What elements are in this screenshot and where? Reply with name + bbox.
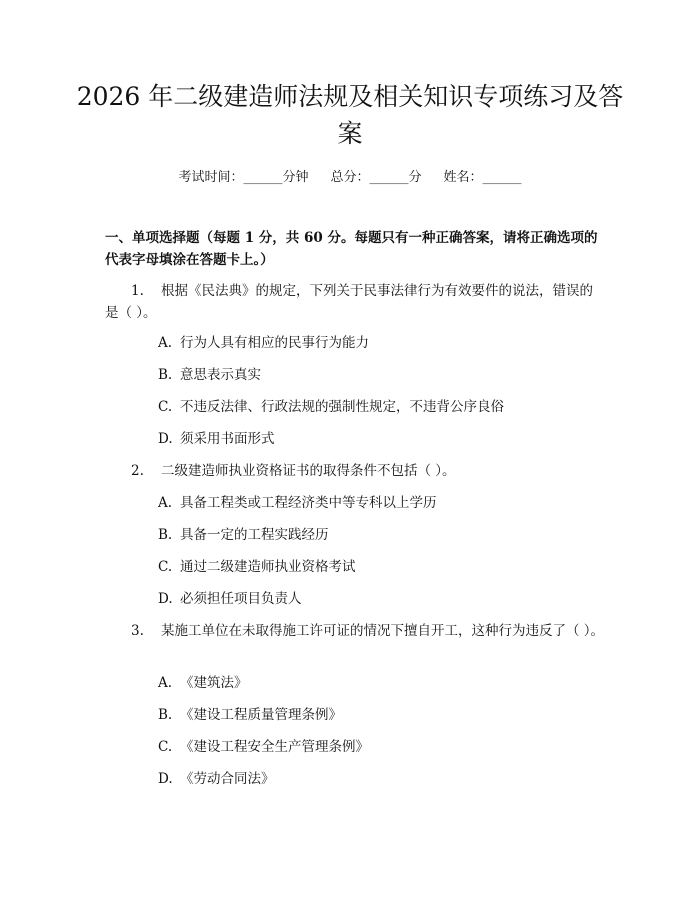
option-text: 须采用书面形式 — [180, 431, 275, 447]
option-letter: D. — [158, 771, 173, 787]
option-text: 意思表示真实 — [180, 367, 261, 383]
question-3 — [105, 620, 605, 642]
option-text: 《劳动合同法》 — [180, 771, 275, 787]
question-text: 某施工单位在未取得施工许可证的情况下擅自开工，这种行为违反了（ ）。 — [161, 623, 605, 639]
question-2-option-d — [158, 589, 608, 609]
question-number: 1. — [131, 283, 144, 299]
question-2-option-c — [158, 557, 608, 577]
question-1-option-d — [158, 429, 608, 449]
question-1-option-a — [158, 333, 608, 353]
question-number: 2. — [131, 463, 144, 479]
total-score-label: 总分：______分 — [330, 170, 422, 185]
question-1 — [105, 280, 605, 324]
option-letter: B. — [158, 527, 173, 543]
option-text: 具备一定的工程实践经历 — [180, 527, 329, 543]
option-letter: C. — [158, 559, 173, 575]
option-letter: D. — [158, 431, 173, 447]
question-2 — [105, 460, 605, 482]
option-letter: B. — [158, 707, 173, 723]
option-letter: A. — [158, 675, 173, 691]
option-text: 通过二级建造师执业资格考试 — [180, 559, 356, 575]
exam-time-label: 考试时间：______分钟 — [178, 170, 309, 185]
option-letter: C. — [158, 399, 173, 415]
question-3-option-a — [158, 673, 608, 693]
exam-meta — [0, 168, 700, 188]
option-text: 行为人具有相应的民事行为能力 — [180, 335, 369, 351]
option-text: 不违反法律、行政法规的强制性规定，不违背公序良俗 — [180, 399, 504, 415]
question-3-option-c — [158, 737, 608, 757]
option-letter: A. — [158, 495, 173, 511]
question-3-option-b — [158, 705, 608, 725]
question-3-option-d — [158, 769, 608, 789]
option-letter: D. — [158, 591, 173, 607]
question-2-option-a — [158, 493, 608, 513]
option-text: 《建设工程安全生产管理条例》 — [180, 739, 369, 755]
option-letter: B. — [158, 367, 173, 383]
option-letter: A. — [158, 335, 173, 351]
option-text: 具备工程类或工程经济类中等专科以上学历 — [180, 495, 437, 511]
section-heading: 一、单项选择题（每题 1 分，共 60 分。每题只有一种正确答案，请将正确选项的代表字母填涂在答题卡上。） — [105, 230, 598, 268]
option-text: 《建筑法》 — [180, 675, 248, 691]
question-1-option-c — [158, 397, 608, 417]
document-title: 2026 年二级建造师法规及相关知识专项练习及答案 — [76, 82, 624, 148]
option-letter: C. — [158, 739, 173, 755]
student-name-label: 姓名：______ — [443, 170, 522, 185]
question-2-option-b — [158, 525, 608, 545]
question-text: 根据《民法典》的规定，下列关于民事法律行为有效要件的说法，错误的是（ ）。 — [105, 283, 593, 321]
option-text: 必须担任项目负责人 — [180, 591, 302, 607]
question-1-option-b — [158, 365, 608, 385]
question-number: 3. — [131, 623, 144, 639]
option-text: 《建设工程质量管理条例》 — [180, 707, 342, 723]
question-text: 二级建造师执业资格证书的取得条件不包括（ ）。 — [161, 463, 456, 479]
